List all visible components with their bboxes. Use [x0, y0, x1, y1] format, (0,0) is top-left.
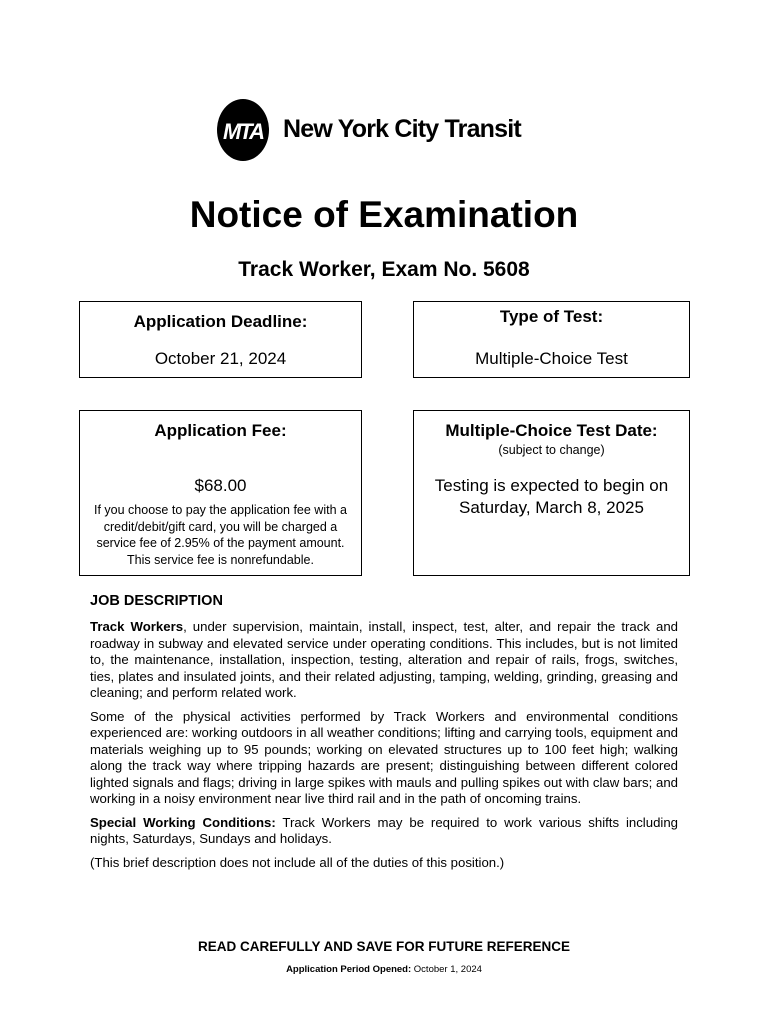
type-heading: Type of Test: [499, 307, 604, 326]
fee-note-line: If you choose to pay the application fee with a [94, 503, 347, 517]
job-description-heading: JOB DESCRIPTION [90, 593, 223, 609]
fee-note [80, 502, 361, 568]
exam-subtitle: Track Worker, Exam No. 5608 [238, 258, 530, 281]
type-value: Multiple-Choice Test [475, 349, 628, 368]
test-date-line: Saturday, March 8, 2025 [459, 498, 644, 517]
test-date-note: (subject to change) [498, 443, 605, 457]
application-period [0, 963, 768, 976]
job-description-section [90, 592, 678, 878]
deadline-heading: Application Deadline: [133, 312, 308, 331]
application-period-label: Application Period Opened: [286, 964, 412, 975]
test-date-value [414, 475, 689, 519]
fee-heading: Application Fee: [154, 421, 287, 440]
mta-logo [217, 99, 269, 161]
application-deadline-box [79, 301, 362, 378]
job-paragraph-3-text: Track Workers may be required to work various shifts including nights, Saturdays, Sundays and holidays. [90, 814, 678, 846]
job-paragraph-1-text: , under supervision, maintain, install, inspect, test, alter, and repair the track and roadway in subway and elevated service under operating conditions. This includes, but is not limited to, the maintenance, installation, inspection, testing, alteration and repair of rails, frogs, switches, ties, plates and insulated joints, and their related adjusting, tamping, welding, grinding, greasing and cleaning; and perform related work. [90, 619, 678, 700]
mta-logo-text: MTA [222, 119, 264, 144]
page-title: Notice of Examination [189, 194, 579, 235]
test-date-box [413, 410, 690, 576]
special-conditions-term: Special Working Conditions: [90, 814, 276, 830]
fee-note-line: service fee of 2.95% of the payment amount. [96, 536, 345, 550]
job-paragraph-3 [90, 815, 678, 848]
deadline-value: October 21, 2024 [154, 349, 287, 368]
fee-note-line: This service fee is nonrefundable. [127, 552, 314, 567]
fee-value: $68.00 [194, 476, 247, 495]
agency-name: New York City Transit [283, 115, 521, 143]
test-date-line: Testing is expected to begin on [434, 476, 669, 495]
header-logo-row [217, 99, 557, 161]
job-paragraph-1 [90, 619, 678, 702]
footer-notice: READ CAREFULLY AND SAVE FOR FUTURE REFERENCE [197, 939, 571, 954]
job-paragraph-4: (This brief description does not include all of the duties of this position.) [90, 854, 505, 870]
job-paragraph-2: Some of the physical activities performed by Track Workers and environmental conditions experienced are: working outdoors in all weather conditions; lifting and carrying tools, equipment and materials weighing up to 95 pounds; working on elevated structures up to 100 feet high; walking along the track way where tripping hazards are present; distinguishing between different colored lighted signals and flags; driving in large spikes with mauls and pulling spikes out with claw bars; and working in a noisy environment near live third rail and in the path of oncoming trains. [90, 708, 678, 806]
application-period-value: October 1, 2024 [411, 964, 482, 975]
application-fee-box [79, 410, 362, 576]
type-of-test-box [413, 301, 690, 378]
fee-note-line: credit/debit/gift card, you will be charged a [103, 519, 338, 534]
test-date-heading: Multiple-Choice Test Date: [445, 421, 658, 440]
track-workers-term: Track Workers [90, 619, 184, 634]
